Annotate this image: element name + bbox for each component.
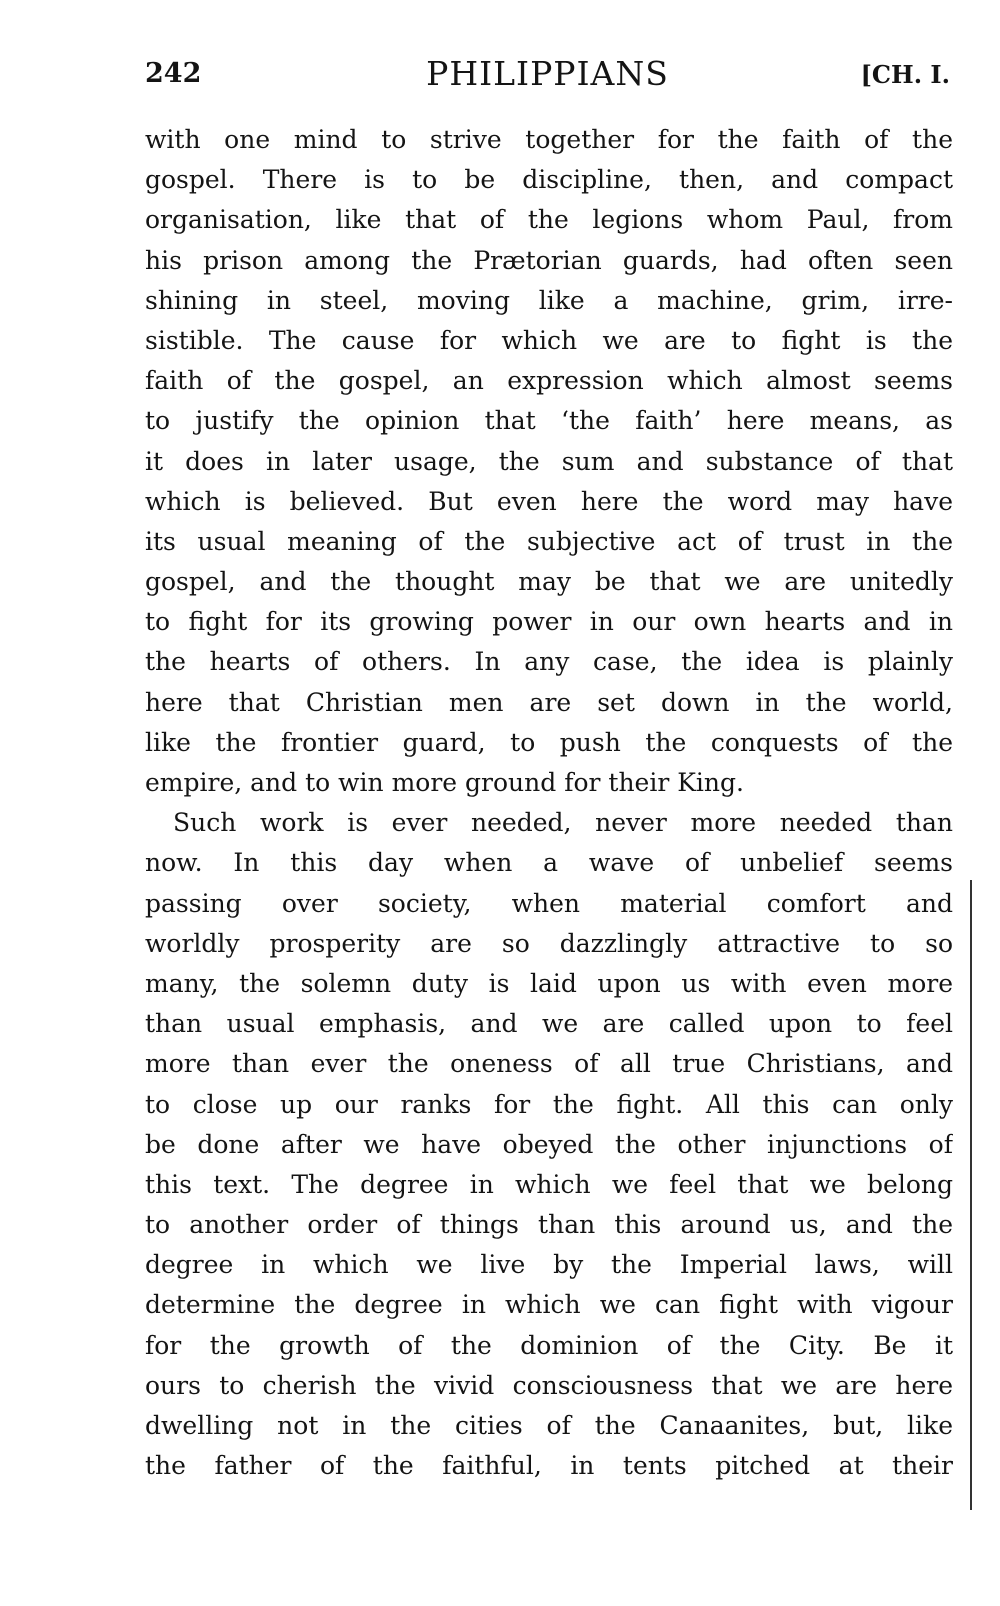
text-line: with one mind to strive together for the faith of the: [145, 125, 953, 154]
paragraph-1: [145, 120, 953, 803]
text-line: here that Christian men are set down in the world,: [145, 687, 953, 717]
text-line: the father of the faithful, in tents pitched at their: [145, 1451, 953, 1481]
text-line: determine the degree in which we can fight with vigour: [145, 1290, 953, 1320]
text-line: his prison among the Prætorian guards, had often seen: [145, 245, 953, 275]
text-line: the hearts of others. In any case, the idea is plainly: [145, 647, 953, 677]
chapter-reference: [CH. I.: [860, 60, 950, 89]
running-title: PHILIPPIANS: [426, 54, 669, 93]
text-line: empire, and to win more ground for their King.: [145, 768, 744, 797]
text-line: sistible. The cause for which we are to fight is the: [145, 325, 953, 355]
text-line: degree in which we live by the Imperial laws, will: [145, 1250, 953, 1280]
text-line: which is believed. But even here the word may have: [145, 486, 953, 516]
text-line: this text. The degree in which we feel that we belong: [145, 1169, 953, 1199]
text-line: like the frontier guard, to push the conquests of the: [145, 727, 953, 757]
text-line: dwelling not in the cities of the Canaanites, but, like: [145, 1411, 953, 1440]
margin-rule: [970, 880, 972, 1510]
text-line: ours to cherish the vivid consciousness that we are here: [145, 1370, 953, 1400]
text-line: passing over society, when material comfort and: [145, 888, 953, 918]
text-line: Such work is ever needed, never more needed than: [173, 808, 953, 838]
text-line: worldly prosperity are so dazzlingly attractive to so: [145, 928, 953, 958]
text-line: to justify the opinion that ‘the faith’ here means, as: [145, 406, 953, 436]
text-line: shining in steel, moving like a machine, grim, irre-: [145, 285, 953, 315]
text-line: to close up our ranks for the fight. All this can only: [145, 1089, 953, 1119]
body-text: [145, 120, 953, 1486]
text-line: organisation, like that of the legions whom Paul, from: [145, 205, 953, 235]
paragraph-2: [145, 803, 953, 1486]
text-line: to fight for its growing power in our own hearts and in: [145, 607, 953, 637]
page-number: 242: [145, 58, 202, 89]
text-line: to another order of things than this around us, and the: [145, 1210, 953, 1240]
text-line: it does in later usage, the sum and substance of that: [145, 446, 953, 476]
text-line: than usual emphasis, and we are called upon to feel: [145, 1009, 953, 1039]
text-line: its usual meaning of the subjective act of trust in the: [145, 526, 953, 556]
text-line: faith of the gospel, an expression which almost seems: [145, 366, 953, 396]
text-line: now. In this day when a wave of unbelief seems: [145, 848, 953, 878]
text-line: gospel, and the thought may be that we are unitedly: [145, 567, 953, 597]
text-line: many, the solemn duty is laid upon us with even more: [145, 968, 953, 998]
text-line: more than ever the oneness of all true Christians, and: [145, 1049, 953, 1079]
text-line: gospel. There is to be discipline, then, and compact: [145, 165, 953, 195]
text-line: for the growth of the dominion of the City. Be it: [145, 1330, 953, 1360]
text-line: be done after we have obeyed the other injunctions of: [145, 1129, 953, 1159]
running-header: [145, 50, 950, 100]
